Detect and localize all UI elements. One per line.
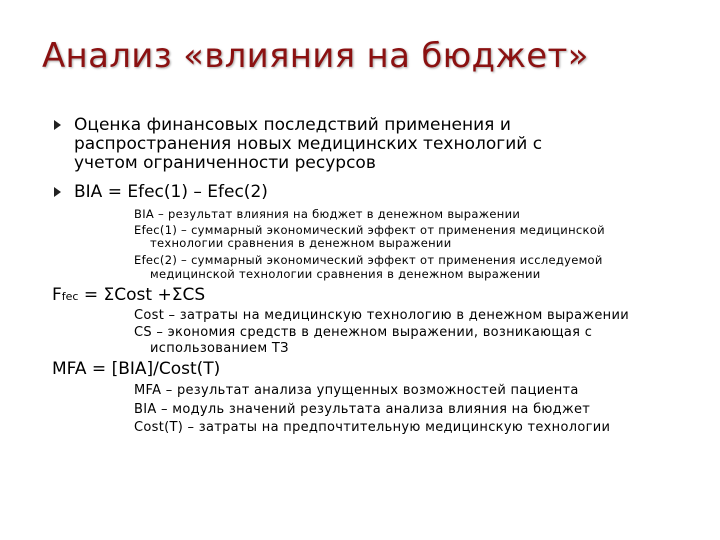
ffec-rhs: = ΣCost +ΣCS [78,285,206,305]
bullet-arrow-icon [54,187,61,197]
ffec-lhs-subscript: fec [61,290,79,303]
ffec-note: использованием ТЗ [150,341,289,356]
ffec-formula [52,285,205,305]
bia-note: медицинской технологии сравнения в денежном выражении [150,267,541,281]
mfa-note: MFA – результат анализа упущенных возможностей пациента [134,383,579,398]
page-title: Анализ «влияния на бюджет» [42,36,589,76]
bia-note: Efec(2) – суммарный экономический эффект от применения исследуемой [134,253,603,267]
bullet-line: распространения новых медицинских технологий с [74,134,543,154]
bia-formula: BIA = Efec(1) – Efec(2) [74,182,268,202]
bullet-arrow-icon [54,120,61,130]
ffec-note: CS – экономия средств в денежном выражении, возникающая с [134,325,593,340]
bullet-line: Оценка финансовых последствий применения и [74,115,511,135]
mfa-note: BIA – модуль значений результата анализа влияния на бюджет [134,402,591,417]
bia-note: Efec(1) – суммарный экономический эффект от применения медицинской [134,223,605,237]
bullet-line: учетом ограниченности ресурсов [74,153,376,173]
mfa-formula: MFA = [BIA]/Cost(T) [52,359,221,379]
bia-note: технологии сравнения в денежном выражении [150,236,452,250]
mfa-note: Cost(T) – затраты на предпочтительную медицинскую технологии [134,420,611,435]
bia-note: BIA – результат влияния на бюджет в денежном выражении [134,207,521,221]
ffec-note: Cost – затраты на медицинскую технологию в денежном выражении [134,308,629,323]
ffec-lhs: F [52,285,62,305]
